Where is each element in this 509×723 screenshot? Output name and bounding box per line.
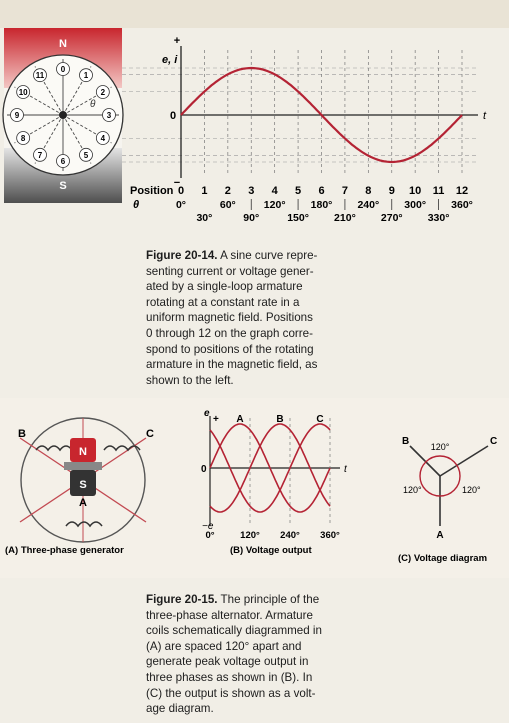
position-number: 2	[100, 88, 106, 97]
y-plus: +	[173, 35, 181, 47]
position-tick: 7	[341, 185, 348, 197]
vo-ticks	[205, 530, 340, 541]
theta-symbol: θ	[90, 99, 96, 110]
position-number: 4	[100, 134, 106, 143]
generator-caption: (A) Three-phase generator	[5, 545, 124, 556]
position-label: Position	[130, 185, 174, 197]
three-phase-generator	[5, 418, 154, 556]
position-tick: 8	[365, 185, 372, 197]
position-tick: 12	[455, 185, 469, 197]
vo-tick: 0°	[205, 530, 215, 541]
vo-tick: 240°	[280, 530, 300, 541]
gen-label-c: C	[146, 428, 154, 440]
angle-row-1	[176, 199, 473, 211]
position-tick: 9	[388, 185, 395, 197]
coil-c	[104, 446, 140, 450]
position-number: 11	[35, 71, 45, 81]
position-tick: 6	[318, 185, 325, 197]
position-number: 9	[14, 111, 20, 120]
angle-tick: 120°	[263, 199, 286, 211]
angle-tick: 210°	[334, 212, 356, 224]
angle-tick: 60°	[219, 199, 236, 211]
position-tick: 3	[248, 185, 255, 197]
vo-y-zero: 0	[201, 464, 207, 475]
voltage-output-caption: (B) Voltage output	[230, 545, 312, 556]
y-minus: −	[173, 177, 181, 189]
position-tick: 10	[409, 185, 422, 197]
position-tick: 1	[201, 185, 208, 197]
position-number: 8	[20, 134, 26, 143]
position-tick: 2	[224, 185, 231, 197]
position-number: 0	[60, 65, 66, 74]
figure-20-15	[0, 398, 509, 578]
voltage-diagram	[398, 436, 497, 564]
vo-tick: 360°	[320, 530, 340, 541]
position-tick: 0	[177, 185, 185, 197]
phase-label: C	[316, 414, 324, 425]
coil-b	[36, 446, 72, 450]
angle-tick: 360°	[451, 199, 473, 211]
angle-symbol: θ	[133, 199, 140, 211]
position-tick: 5	[295, 185, 302, 197]
vo-y-minus: −e	[202, 521, 214, 532]
angle-tick: 180°	[310, 199, 333, 211]
phase-label: B	[276, 414, 284, 425]
angle-row-2	[196, 212, 449, 224]
position-number: 6	[60, 157, 66, 166]
figure-20-15-caption	[146, 592, 396, 717]
position-tick: 11	[432, 185, 445, 197]
rotor-n-label: N	[79, 446, 87, 458]
position-number: 10	[18, 88, 28, 97]
caption-number: Figure 20-14.	[146, 249, 218, 262]
angle-tick: 30°	[196, 212, 213, 224]
x-axis-label: t	[483, 110, 487, 122]
vo-y-plus: +	[213, 414, 219, 425]
position-number: 1	[83, 71, 89, 81]
gen-label-b: B	[18, 428, 26, 440]
figure-20-14-graphic	[0, 28, 509, 253]
y-zero: 0	[169, 110, 177, 122]
vd-angle-top: 120°	[430, 442, 450, 452]
vd-label-c: C	[490, 436, 498, 447]
angle-tick: 270°	[380, 212, 403, 224]
voltage-output	[201, 408, 348, 556]
figure-20-14-caption	[146, 248, 396, 388]
figure-20-15-graphic	[0, 398, 509, 578]
vd-angle-left: 120°	[403, 485, 422, 495]
angle-tick: 300°	[404, 199, 427, 211]
vo-phase-labels	[236, 414, 323, 425]
angle-tick: 240°	[357, 199, 380, 211]
phase-label: A	[236, 414, 244, 425]
position-ticks	[178, 185, 468, 197]
vo-tick: 120°	[240, 530, 260, 541]
caption-text: A sine curve repre- senting current or voltage gener- ated by a single-loop armature rotating at a constant rate in a uniform magnetic field. Positions 0 through 12 on the graph corre- spond to positions of the rotating armature in the magnetic field, as shown to the left.	[146, 249, 318, 387]
caption-number: Figure 20-15.	[146, 593, 218, 606]
vd-label-b: B	[402, 436, 410, 447]
position-number: 5	[83, 150, 89, 160]
vo-x-label: t	[344, 464, 347, 475]
position-number: 3	[106, 111, 112, 120]
south-label: S	[59, 180, 67, 192]
rotor-body	[64, 462, 102, 470]
previous-page-text-strip	[0, 0, 509, 28]
voltage-diagram-caption: (C) Voltage diagram	[398, 553, 488, 564]
position-number: 7	[37, 150, 43, 160]
vd-angle-right: 120°	[462, 485, 481, 495]
gen-label-a: A	[79, 497, 87, 509]
vd-label-a: A	[436, 530, 444, 541]
angle-tick: 150°	[287, 212, 309, 224]
vo-y-label: e	[204, 408, 210, 419]
y-axis-label: e, i	[162, 54, 178, 66]
coil-a	[66, 522, 102, 526]
figure-20-14	[0, 28, 509, 253]
caption-text: The principle of the three-phase alternator. Armature coils schematically diagrammed in (A) are spaced 120° apart and generate peak voltage output in three phases as shown in (B). In (C) the output is shown as a volt- age diagram.	[146, 593, 322, 716]
north-label: N	[59, 38, 67, 50]
angle-tick: 330°	[427, 212, 450, 224]
angle-tick: 90°	[243, 212, 260, 224]
rotor-s-label: S	[79, 479, 87, 491]
angle-tick: 0°	[175, 199, 187, 211]
position-tick: 4	[271, 185, 278, 197]
armature-center	[59, 111, 67, 119]
